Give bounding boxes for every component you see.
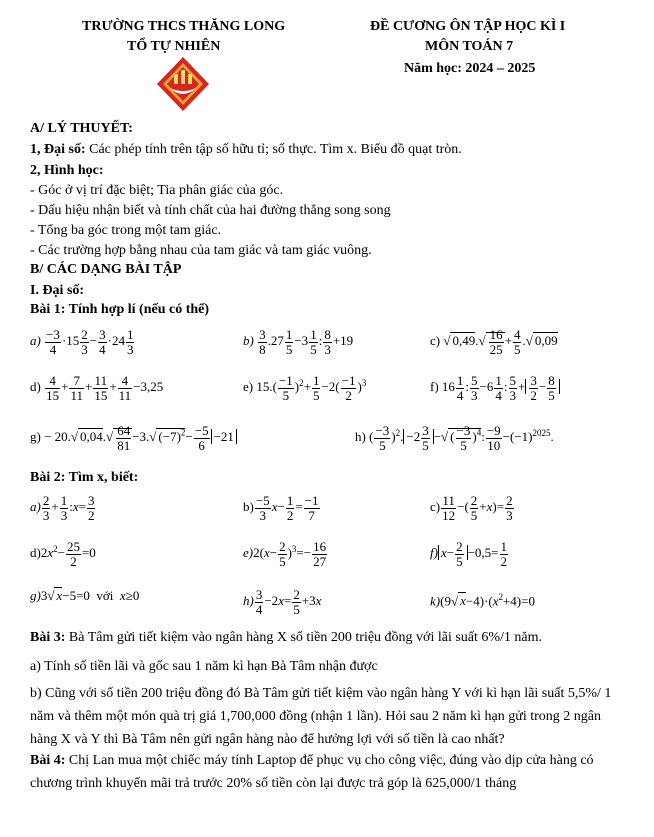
bai1-d: d) $\frac{4}{15}$ + $\frac{7}{11}$ + $\frac{11}{15}$ + $\frac{4}{11}$ −3,25 bbox=[30, 373, 164, 403]
school-name: TRƯỜNG THCS THĂNG LONG bbox=[82, 19, 286, 34]
geometry-item: - Góc ở vị trí đặc biệt; Tia phân giác của góc. bbox=[30, 183, 284, 198]
bai3-b: b) Cũng với số tiền 200 triệu đồng đó Bà Tâm gửi tiết kiệm vào ngân hàng Y với kì hạn lãi suất 5,5%/ 1 năm và thêm một món quà trị giá 1,700,000 đồng (nhận 1 lần). Hỏi sau 2 năm kì hạn gửi trong 2 ngân hàng X và Y thì Bà Tâm nên gửi ngân hàng nào để hưởng lợi với số tiền là cao nhất? bbox=[30, 686, 612, 747]
bai3-text: Bà Tâm gửi tiết kiệm vào ngân hàng X số tiền 200 triệu đồng với lãi suất 6%/1 năm. bbox=[65, 630, 543, 645]
geometry-label: 2, Hình học: bbox=[30, 163, 104, 178]
document-title: ĐỀ CƯƠNG ÔN TẬP HỌC KÌ I bbox=[370, 19, 566, 34]
geometry-item: - Các trường hợp bằng nhau của tam giác và tam giác vuông. bbox=[30, 243, 372, 258]
bai2-c: c) $\frac{11}{12}$ −( $\frac{2}{5}$ +x)= $\frac{2}{3}$ bbox=[430, 493, 513, 523]
bai2-g: g)3√ x−5=0 với x≥0 bbox=[30, 588, 140, 603]
bai3-a: a) Tính số tiền lãi và gốc sau 1 năm kì hạn Bà Tâm nhận được bbox=[30, 659, 378, 674]
bai3-intro bbox=[30, 626, 630, 649]
department-name: TỔ TỰ NHIÊN bbox=[127, 39, 221, 54]
section-algebra: I. Đại số: bbox=[30, 283, 85, 298]
subject-name: MÔN TOÁN 7 bbox=[425, 39, 514, 54]
bai2-f: f) x− $\frac{2}{5}$ −0,5= $\frac{1}{2}$ bbox=[430, 539, 507, 569]
algebra-label: 1, Đại số: bbox=[30, 142, 86, 157]
school-year: Năm học: 2024 – 2025 bbox=[404, 61, 536, 76]
bai1-b: b) $\frac{3}{8}$ .27 $\frac{1}{5}$ −3 $\frac{1}{5}$ : $\frac{8}{3}$ +19 bbox=[243, 327, 354, 357]
bai1-c: c) √ 0,49.√ $\frac{16}{25}$ + $\frac{4}{5}$ .√ 0,09 bbox=[430, 327, 558, 357]
bai2-d: $d)2x^2-$ $\frac{25}{2}$ =0 bbox=[30, 539, 96, 569]
bai1-f: f) 16 $\frac{1}{4}$ : $\frac{5}{3}$ −6 $\frac{1}{4}$ : $\frac{5}{3}$ + $\frac{3}{2}$ − $\frac{8}{5}$ bbox=[430, 374, 560, 402]
bai2-b: b) $\frac{-5}{3}$ x− $\frac{1}{2}$ = $\frac{-1}{7}$ bbox=[243, 493, 319, 523]
bai2-a: a) $\frac{2}{3}$ + $\frac{1}{3}$ :x= $\frac{3}{2}$ bbox=[30, 493, 95, 523]
exercises-heading: B/ CÁC DẠNG BÀI TẬP bbox=[30, 262, 182, 277]
geometry-item: - Dấu hiệu nhận biết và tính chất của hai đường thẳng song song bbox=[30, 203, 391, 218]
bai4 bbox=[30, 749, 630, 795]
theory-heading: A/ LÝ THUYẾT: bbox=[30, 121, 133, 136]
bai2-h: h) $\frac{3}{4}$ −2x= $\frac{2}{5}$ +3x bbox=[243, 587, 322, 617]
bai4-text: Chị Lan mua một chiếc máy tính Laptop để phục vụ cho công việc, đúng vào dịp cửa hàng có chương trình khuyến mãi trả trước 20% số tiền còn lại được trả góp là 625,000/1 tháng bbox=[30, 753, 594, 791]
geometry-item: - Tổng ba góc trong một tam giác. bbox=[30, 223, 222, 238]
bai3-label: Bài 3: bbox=[30, 630, 66, 645]
bai4-label: Bài 4: bbox=[30, 753, 66, 768]
theory-algebra bbox=[30, 142, 462, 158]
algebra-text: Các phép tính trên tập số hữu tỉ; số thực. Tìm x. Biểu đồ quạt tròn. bbox=[85, 142, 462, 157]
bai1-g: g) − 20.√ 0,04.√ $\frac{64}{81}$ −3.√ $(-7)^2-$ $\frac{-5}{6}$ −21 bbox=[30, 424, 237, 452]
bai2-e: e)2(x− $\frac{2}{5}$ )$^3$=− $\frac{16}{27}$ bbox=[243, 539, 327, 569]
bai2-k: k)(9√ $x-4)\cdot(x^2+4)=0$ bbox=[430, 592, 535, 609]
bai1-title: Bài 1: Tính hợp lí (nếu có thể) bbox=[30, 302, 210, 317]
bai1-h: h) ( $\frac{-3}{5}$ )$^2$. −2 $\frac{3}{5}$ −√ ( $\frac{-3}{5}$ )$^4$: $\frac{-9}{10}$ $-(-1)^{2025}$. bbox=[355, 423, 554, 453]
school-logo bbox=[156, 56, 210, 112]
bai1-e: e) 15.( $\frac{-1}{5}$ )$^2$+ $\frac{1}{5}$ −2( $\frac{-1}{2}$ )$^3$ bbox=[243, 373, 367, 403]
bai1-a: a) $\frac{-3}{4}$ ·15 $\frac{2}{3}$ − $\frac{3}{4}$ ·24 $\frac{1}{3}$ bbox=[30, 327, 134, 357]
bai2-title: Bài 2: Tìm x, biết: bbox=[30, 470, 139, 485]
